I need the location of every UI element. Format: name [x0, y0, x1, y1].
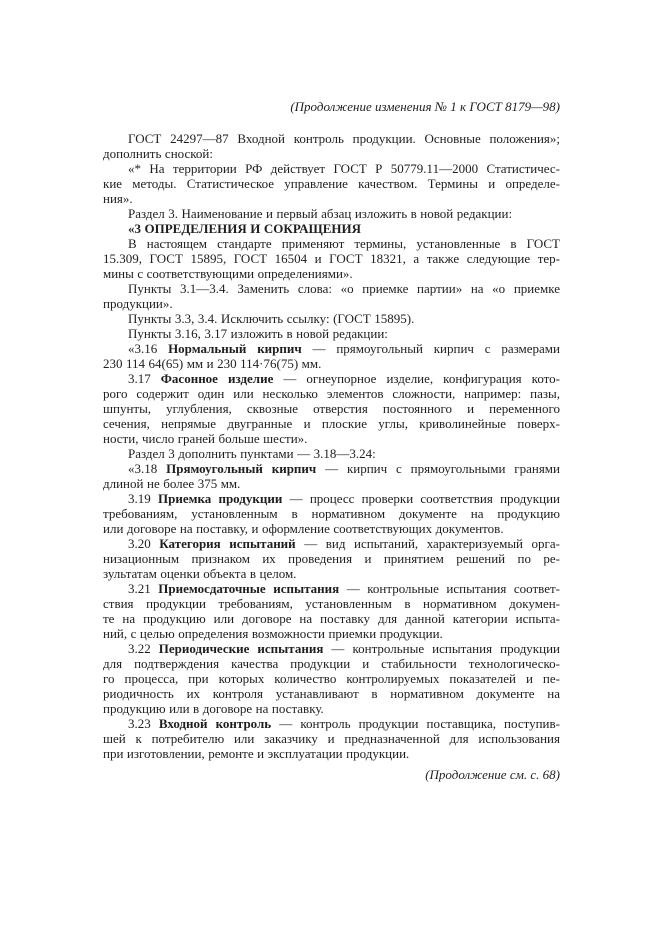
continuation-header-note: (Продолжение изменения № 1 к ГОСТ 8179—98)	[290, 99, 560, 114]
term-bold: Категория испытаний	[159, 536, 296, 551]
term-bold: Нормальный кирпич	[168, 341, 302, 356]
term-bold: Приемосдаточные испытания	[158, 581, 340, 596]
text-segment: 15.309, ГОСТ 15895, ГОСТ 16504 и ГОСТ 18321, а также следующие тер-	[103, 251, 560, 266]
text-segment: мины с соответствующими определениями».	[103, 266, 353, 281]
term-bold: Прямоугольный кирпич	[166, 461, 317, 476]
text-segment: «3.18	[128, 461, 167, 476]
text-line	[103, 461, 560, 476]
text-segment: низационным признаком их проведения и принятием решений по ре-	[103, 551, 560, 566]
text-segment: — контроль продукции поставщика, поступив-	[271, 716, 560, 731]
text-line	[103, 581, 560, 596]
text-segment: ности, число граней больше шести».	[103, 431, 308, 446]
text-segment: Раздел 3. Наименование и первый абзац изложить в новой редакции:	[128, 206, 513, 221]
text-line	[103, 236, 560, 251]
text-segment: рого содержит один или несколько элементов сложности, например: пазы,	[103, 386, 560, 401]
text-line	[103, 416, 560, 431]
text-segment: Пункты 3.3, 3.4. Исключить ссылку: (ГОСТ 15895).	[128, 311, 415, 326]
text-line	[103, 311, 560, 326]
text-line	[103, 371, 560, 386]
text-segment: — процесс проверки соответствия продукции	[282, 491, 560, 506]
text-segment: ний, с целью определения возможности приемки продукции.	[103, 626, 443, 641]
text-line	[103, 716, 560, 731]
text-line	[103, 146, 560, 161]
text-line	[103, 476, 560, 491]
text-line	[103, 611, 560, 626]
text-segment: для подтверждения качества продукции и стабильности технологическо-	[103, 656, 560, 671]
term-bold: «3 ОПРЕДЕЛЕНИЯ И СОКРАЩЕНИЯ	[128, 221, 362, 236]
text-line	[103, 641, 560, 656]
text-line	[103, 521, 560, 536]
text-segment: шей к потребителю или заказчику и предназначенной для использования	[103, 731, 560, 746]
text-line	[103, 446, 560, 461]
text-segment: ния».	[103, 191, 133, 206]
text-line	[103, 131, 560, 146]
text-segment: риодичность их контроля устанавливают в нормативном документе на	[103, 686, 560, 701]
text-line	[103, 281, 560, 296]
text-line	[103, 341, 560, 356]
text-line	[103, 656, 560, 671]
text-segment: — контрольные испытания продукции	[323, 641, 560, 656]
paragraph	[103, 206, 560, 221]
text-segment: шпунты, углубления, сквозные отверстия постоянного и переменного	[103, 401, 560, 416]
text-line	[103, 161, 560, 176]
text-line	[103, 251, 560, 266]
text-segment: 3.19	[128, 491, 158, 506]
text-segment: при изготовлении, ремонте и эксплуатации продукции.	[103, 746, 410, 761]
paragraph	[103, 341, 560, 371]
text-line	[103, 296, 560, 311]
text-segment: требованиям, установленным в нормативном документе на продукцию	[103, 506, 560, 521]
text-segment: продукции».	[103, 296, 173, 311]
text-line	[103, 326, 560, 341]
text-line	[103, 506, 560, 521]
text-segment: ГОСТ 24297—87 Входной контроль продукции. Основные положения»;	[128, 131, 560, 146]
text-line	[103, 176, 560, 191]
text-line	[103, 551, 560, 566]
paragraph	[103, 281, 560, 311]
text-segment: 3.22	[128, 641, 159, 656]
text-segment: — контрольные испытания соответ-	[339, 581, 560, 596]
text-segment: Пункты 3.1—3.4. Заменить слова: «о приемке партии» на «о приемке	[128, 281, 560, 296]
paragraph	[103, 641, 560, 716]
text-line	[103, 701, 560, 716]
text-line	[103, 686, 560, 701]
text-line	[103, 536, 560, 551]
paragraph	[103, 131, 560, 161]
paragraph	[103, 716, 560, 761]
text-segment: 3.23	[128, 716, 159, 731]
text-line	[103, 356, 560, 371]
paragraph	[103, 161, 560, 206]
text-segment: — огнеупорное изделие, конфигурация кото-	[273, 371, 560, 386]
text-line	[103, 491, 560, 506]
text-segment: длиной не более 375 мм.	[103, 476, 241, 491]
text-line	[103, 626, 560, 641]
paragraph	[103, 581, 560, 641]
text-segment: — прямоугольный кирпич с размерами	[301, 341, 560, 356]
text-line	[103, 731, 560, 746]
text-segment: продукцию или в договоре на поставку.	[103, 701, 324, 716]
document-body	[103, 131, 560, 761]
text-segment: В настоящем стандарте применяют термины, установленные в ГОСТ	[128, 236, 560, 251]
text-segment: «3.16	[128, 341, 169, 356]
text-segment: — кирпич с прямоугольными гранями	[316, 461, 560, 476]
paragraph	[103, 536, 560, 581]
paragraph	[103, 446, 560, 461]
text-segment: зультатам оценки объекта в целом.	[103, 566, 297, 581]
text-line	[103, 206, 560, 221]
paragraph	[103, 371, 560, 446]
text-line	[103, 191, 560, 206]
text-segment: — вид испытаний, характеризуемый орга-	[295, 536, 560, 551]
paragraph	[103, 326, 560, 341]
paragraph	[103, 311, 560, 326]
text-line	[103, 746, 560, 761]
paragraph	[103, 221, 560, 236]
term-bold: Периодические испытания	[158, 641, 324, 656]
text-segment: ствия продукции требованиям, установленным в нормативном докумен-	[103, 596, 560, 611]
text-segment: 3.20	[128, 536, 160, 551]
text-segment: 3.17	[128, 371, 161, 386]
text-line	[103, 401, 560, 416]
text-segment: 3.21	[128, 581, 159, 596]
text-segment: сечения, непрямые двугранные и плоские углы, криволинейные поверх-	[103, 416, 560, 431]
text-column	[103, 99, 560, 782]
text-segment: «* На территории РФ действует ГОСТ Р 50779.11—2000 Статистичес-	[128, 161, 560, 176]
text-segment: те на продукцию или договоре на поставку для данной категории испыта-	[103, 611, 560, 626]
text-segment: 230 114 64(65) мм и 230 114·76(75) мм.	[103, 356, 322, 371]
term-bold: Входной контроль	[158, 716, 272, 731]
text-line	[103, 596, 560, 611]
term-bold: Фасонное изделие	[160, 371, 274, 386]
text-segment: Раздел 3 дополнить пунктами — 3.18—3.24:	[128, 446, 376, 461]
paragraph	[103, 236, 560, 281]
text-line	[103, 431, 560, 446]
text-line	[103, 386, 560, 401]
continuation-footer-note: (Продолжение см. с. 68)	[425, 767, 560, 782]
text-line	[103, 671, 560, 686]
text-segment: го процесса, при которых количество контролируемых показателей и пе-	[103, 671, 560, 686]
text-line	[103, 266, 560, 281]
text-line	[103, 566, 560, 581]
text-segment: Пункты 3.16, 3.17 изложить в новой редакции:	[128, 326, 388, 341]
paragraph	[103, 491, 560, 536]
text-segment: кие методы. Статистическое управление качеством. Термины и определе-	[103, 176, 560, 191]
term-bold: Приемка продукции	[157, 491, 283, 506]
paragraph	[103, 461, 560, 491]
text-segment: дополнить сноской:	[103, 146, 213, 161]
text-segment: или договоре на поставку, и оформление соответствующих документов.	[103, 521, 504, 536]
text-line	[103, 221, 560, 236]
